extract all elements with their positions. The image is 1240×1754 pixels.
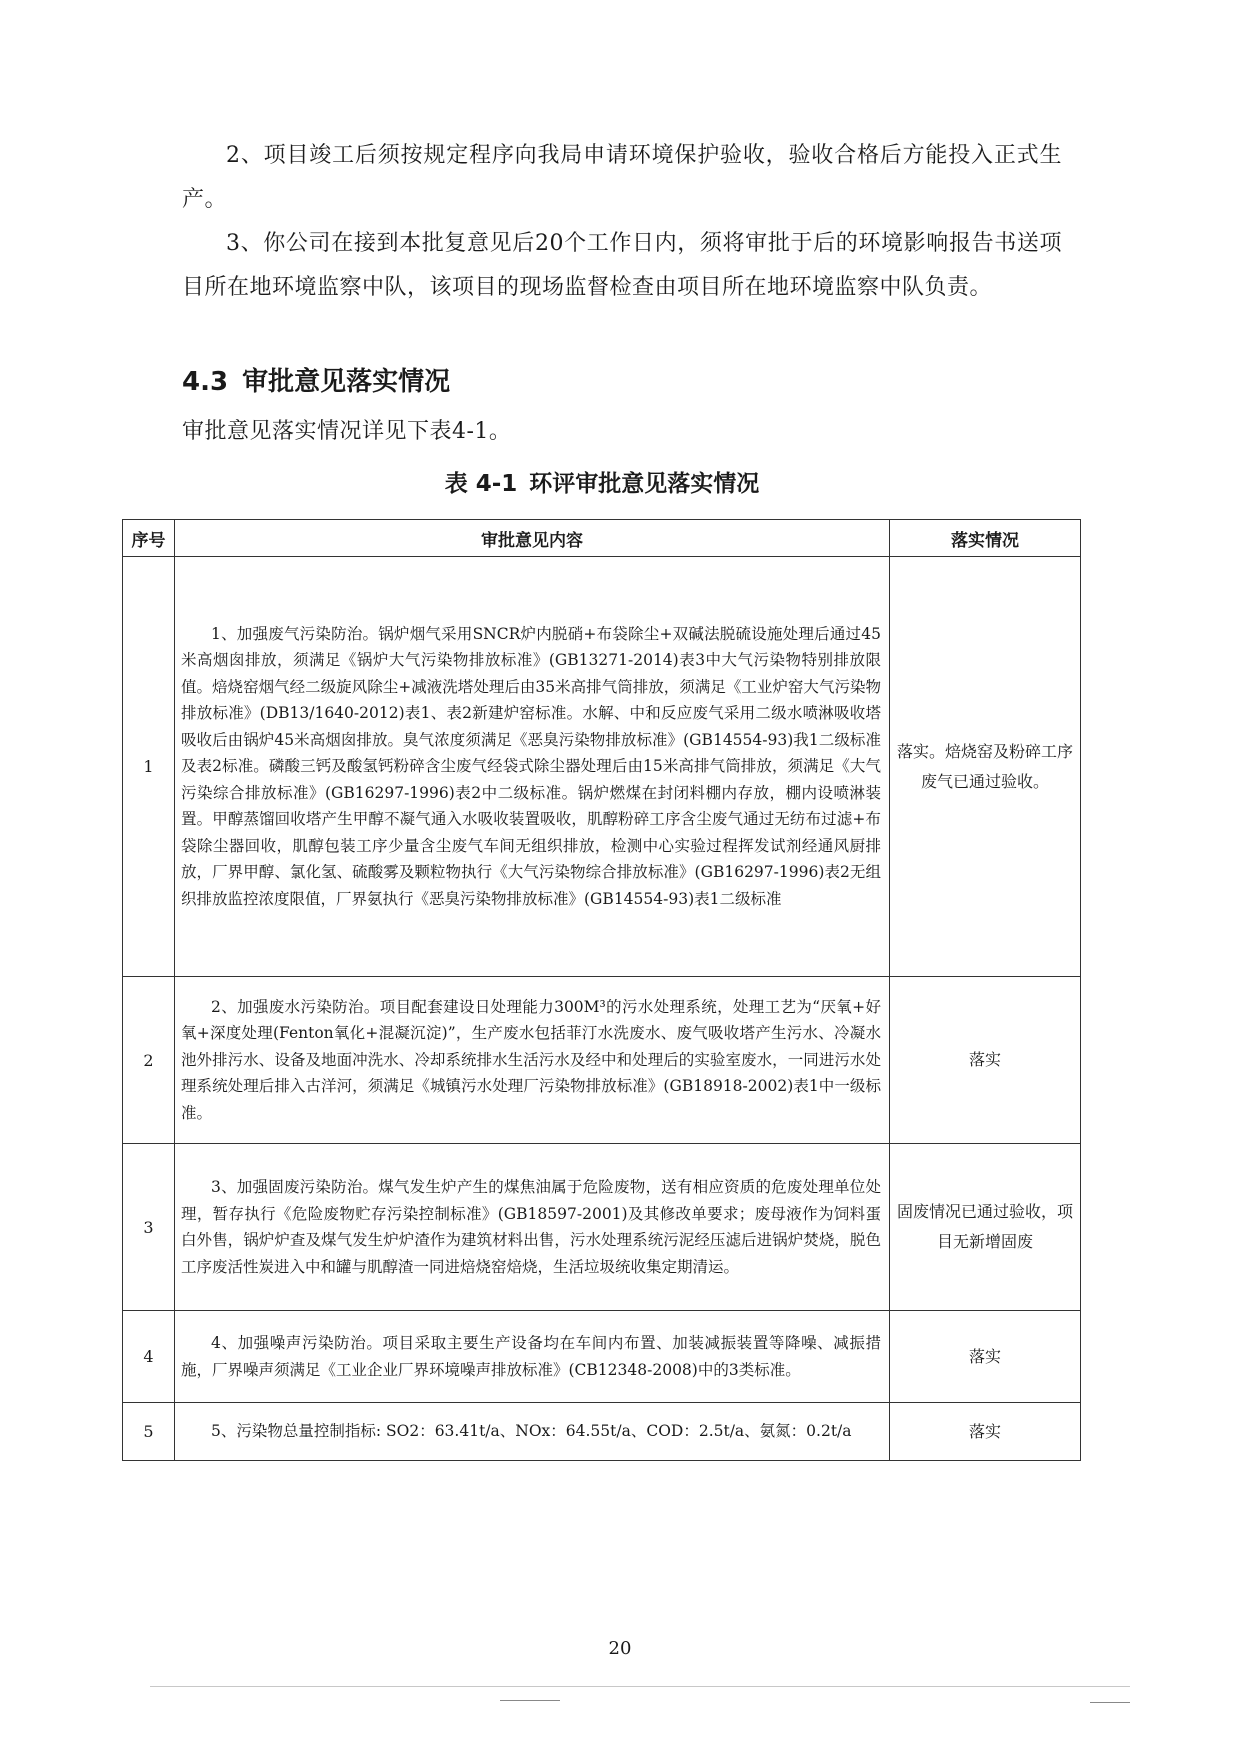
row-no: 5 [123,1403,175,1461]
table-row [123,1403,1081,1461]
paragraph-acceptance: 2、项目竣工后须按规定程序向我局申请环境保护验收，验收合格后方能投入正式生产。 [182,143,1062,212]
row-status: 固废情况已通过验收，项目无新增固废 [890,1144,1081,1311]
row-content-text: 4、加强噪声污染防治。项目采取主要生产设备均在车间内布置、加装减振装置等降噪、减振措施，厂界噪声须满足《工业企业厂界环境噪声排放标准》(CB12348-2008)中的3类标准。 [181,1334,881,1379]
section-title: 审批意见落实情况 [242,367,451,397]
row-no: 2 [123,977,175,1144]
row-no: 1 [123,557,175,977]
row-status: 落实 [890,1403,1081,1461]
row-content [175,977,890,1144]
row-content-text: 5、污染物总量控制指标: SO2：63.41t/a、NOx：64.55t/a、COD：2.5t/a、氨氮：0.2t/a [211,1422,852,1441]
row-status: 落实。焙烧窑及粉碎工序废气已通过验收。 [890,557,1081,977]
row-no: 4 [123,1311,175,1403]
table-row [123,977,1081,1144]
table-row [123,1311,1081,1403]
row-content-text: 2、加强废水污染防治。项目配套建设日处理能力300M³的污水处理系统，处理工艺为“厌氧+好氧+深度处理(Fenton氧化+混凝沉淀)”，生产废水包括菲汀水洗废水、废气吸收塔产生污水、冷凝水池外排污水、设备及地面冲洗水、冷却系统排水生活污水及经中和处理后的实验室废水，一同进污水处理系统处理后排入古洋河，须满足《城镇污水处理厂污染物排放标准》(GB18918-2002)表1中一级标准。 [181,997,881,1122]
section-number: 4.3 [182,367,229,397]
page-number: 20 [608,1638,632,1659]
table-row [123,1144,1081,1311]
row-content [175,557,890,977]
row-content [175,1311,890,1403]
table-title: 环评审批意见落实情况 [529,471,760,497]
scan-artifact-line [500,1700,560,1701]
table-caption [122,464,1082,504]
table-header-row [123,520,1081,557]
scan-artifact-line [1090,1702,1130,1703]
section-intro: 审批意见落实情况详见下表4-1。 [182,419,512,444]
table-row [123,557,1081,977]
row-no: 3 [123,1144,175,1311]
row-content [175,1144,890,1311]
table-number: 表 4-1 [444,471,518,497]
row-status: 落实 [890,977,1081,1144]
paragraph-submission: 3、你公司在接到本批复意见后20个工作日内，须将审批于后的环境影响报告书送项目所在地环境监察中队，该项目的现场监督检查由项目所在地环境监察中队负责。 [182,231,1062,300]
header-no: 序号 [123,520,175,557]
header-status: 落实情况 [890,520,1081,557]
section-heading [182,362,450,402]
row-content [175,1403,890,1461]
row-status: 落实 [890,1311,1081,1403]
row-content-text: 3、加强固废污染防治。煤气发生炉产生的煤焦油属于危险废物，送有相应资质的危废处理单位处理，暂存执行《危险废物贮存污染控制标准》(GB18597-2001)及其修改单要求；废母液作为饲料蛋白外售，锅炉炉查及煤气发生炉炉渣作为建筑材料出售，污水处理系统污泥经压滤后进锅炉焚烧，脱色工序废活性炭进入中和罐与肌醇渣一同进焙烧窑焙烧，生活垃圾统收集定期清运。 [181,1178,881,1276]
header-content: 审批意见内容 [175,520,890,557]
approval-opinion-table [122,519,1081,1461]
row-content-text: 1、加强废气污染防治。锅炉烟气采用SNCR炉内脱硝+布袋除尘+双碱法脱硫设施处理后通过45米高烟囱排放，须满足《锅炉大气污染物排放标准》(GB13271-2014)表3中大气污染物特别排放限值。焙烧窑烟气经二级旋风除尘+减液洗塔处理后由35米高排气筒排放，须满足《工业炉窑大气污染物排放标准》(DB13/1640-2012)表1、表2新建炉窑标准。水解、中和反应废气采用二级水喷淋吸收塔吸收后由锅炉45米高烟囱排放。臭气浓度须满足《恶臭污染物排放标准》(GB14554-93)我1二级标准及表2标准。磷酸三钙及酸氢钙粉碎含尘废气经袋式除尘器处理后由15米高排气筒排放，须满足《大气污染综合排放标准》(GB16297-1996)表2中二级标准。锅炉燃煤在封闭料棚内存放，棚内设喷淋装置。甲醇蒸馏回收塔产生甲醇不凝气通入水吸收装置吸收，肌醇粉碎工序含尘废气通过无纺布过滤+布袋除尘器回收，肌醇包装工序少量含尘废气车间无组织排放，检测中心实验过程挥发试剂经通风厨排放，厂界甲醇、氯化氢、硫酸雾及颗粒物执行《大气污染物综合排放标准》(GB16297-1996)表2无组织排放监控浓度限值，厂界氨执行《恶臭污染物排放标准》(GB14554-93)表1二级标准 [181,624,881,908]
scan-artifact-line [150,1686,1130,1687]
